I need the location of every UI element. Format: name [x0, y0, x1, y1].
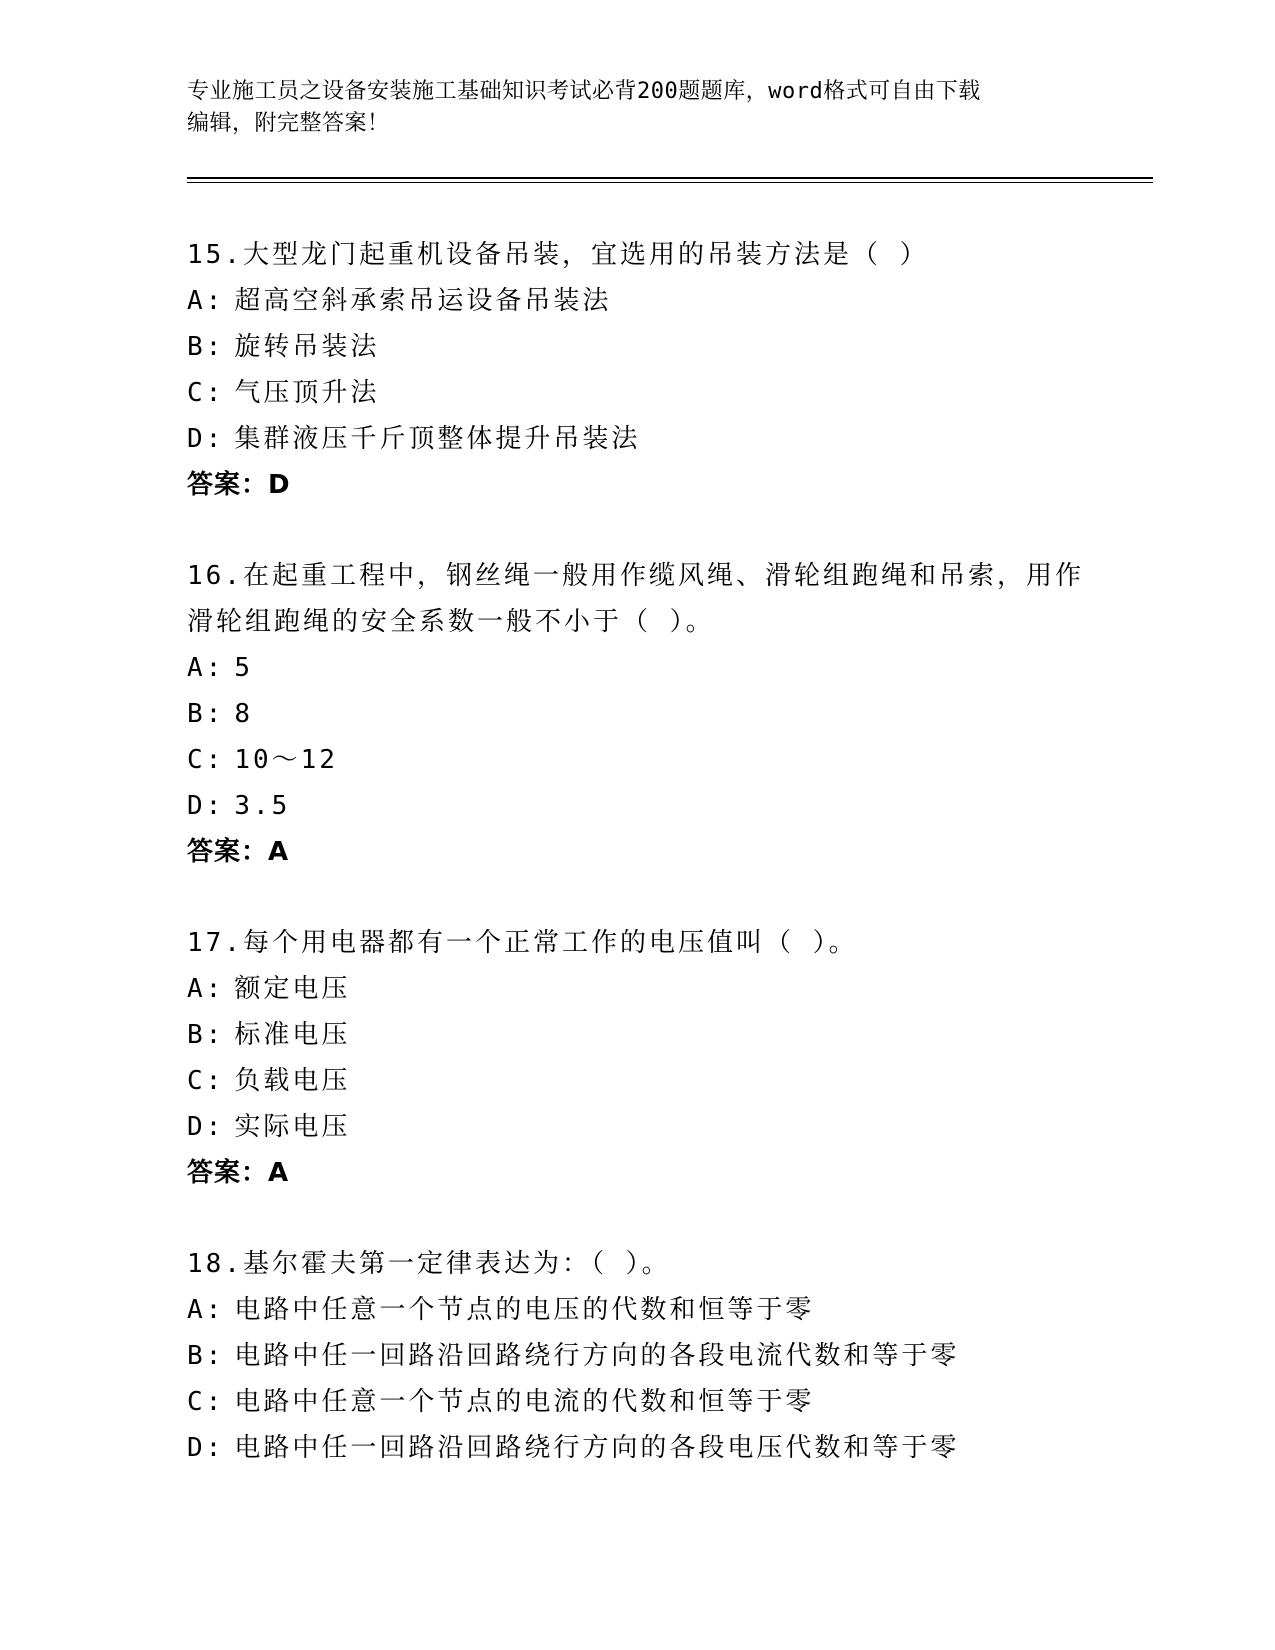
- option-letter: C:: [187, 745, 225, 775]
- option-item: [187, 691, 1107, 737]
- option-item: [187, 1425, 1107, 1471]
- question-block: [187, 920, 1107, 1196]
- header-title-line-2: 编辑，附完整答案！: [187, 111, 390, 136]
- option-item: [187, 645, 1107, 691]
- option-item: [187, 324, 1107, 370]
- option-item: [187, 1287, 1107, 1333]
- option-text: 5: [234, 653, 253, 683]
- question-stem: 滑轮组跑绳的安全系数一般不小于（ ）。: [187, 607, 715, 637]
- option-letter: D:: [187, 1112, 225, 1142]
- document-header: [187, 76, 1087, 140]
- option-text: 电路中任意一个节点的电压的代数和恒等于零: [234, 1295, 815, 1325]
- option-item: [187, 1379, 1107, 1425]
- question-block: [187, 1241, 1107, 1471]
- option-text: 电路中任一回路沿回路绕行方向的各段电流代数和等于零: [234, 1341, 960, 1371]
- answer-label: 答案：A: [187, 1158, 290, 1188]
- option-letter: D:: [187, 1433, 225, 1463]
- option-letter: C:: [187, 378, 225, 408]
- option-letter: B:: [187, 1341, 225, 1371]
- option-text: 3.5: [234, 791, 291, 821]
- option-text: 10～12: [234, 745, 338, 775]
- option-text: 集群液压千斤顶整体提升吊装法: [234, 424, 641, 454]
- answer-label: 答案：D: [187, 470, 291, 500]
- option-item: [187, 737, 1107, 783]
- option-item: [187, 416, 1107, 462]
- option-text: 超高空斜承索吊运设备吊装法: [234, 286, 612, 316]
- option-item: [187, 966, 1107, 1012]
- option-item: [187, 1333, 1107, 1379]
- question-block: [187, 232, 1107, 508]
- option-text: 额定电压: [234, 974, 351, 1004]
- option-text: 电路中任一回路沿回路绕行方向的各段电压代数和等于零: [234, 1433, 960, 1463]
- answer-label: 答案：A: [187, 837, 290, 867]
- question-stem: 16.在起重工程中，钢丝绳一般用作缆风绳、滑轮组跑绳和吊索，用作: [187, 561, 1084, 591]
- question-stem: 17.每个用电器都有一个正常工作的电压值叫（ ）。: [187, 928, 858, 958]
- option-text: 旋转吊装法: [234, 332, 380, 362]
- option-text: 电路中任意一个节点的电流的代数和恒等于零: [234, 1387, 815, 1417]
- question-stem: 18.基尔霍夫第一定律表达为：（ ）。: [187, 1249, 671, 1279]
- option-letter: C:: [187, 1387, 225, 1417]
- option-item: [187, 1058, 1107, 1104]
- option-letter: C:: [187, 1066, 225, 1096]
- option-item: [187, 1104, 1107, 1150]
- option-item: [187, 278, 1107, 324]
- option-text: 标准电压: [234, 1020, 351, 1050]
- option-item: [187, 370, 1107, 416]
- question-block: [187, 553, 1107, 875]
- option-text: 负载电压: [234, 1066, 351, 1096]
- header-rule-thick: [187, 177, 1153, 179]
- option-letter: D:: [187, 424, 225, 454]
- option-letter: D:: [187, 791, 225, 821]
- option-letter: B:: [187, 1020, 225, 1050]
- option-letter: A:: [187, 286, 225, 316]
- option-letter: B:: [187, 699, 225, 729]
- option-letter: A:: [187, 1295, 225, 1325]
- option-item: [187, 1012, 1107, 1058]
- header-title-line-1: 专业施工员之设备安装施工基础知识考试必背200题题库，word格式可自由下载: [187, 79, 981, 104]
- option-item: [187, 783, 1107, 829]
- option-letter: B:: [187, 332, 225, 362]
- option-letter: A:: [187, 974, 225, 1004]
- option-letter: A:: [187, 653, 225, 683]
- question-list: [187, 232, 1107, 1516]
- option-text: 8: [234, 699, 253, 729]
- option-text: 气压顶升法: [234, 378, 380, 408]
- option-text: 实际电压: [234, 1112, 351, 1142]
- header-rule-thin: [187, 182, 1153, 183]
- question-stem: 15.大型龙门起重机设备吊装，宜选用的吊装方法是（ ）: [187, 240, 929, 270]
